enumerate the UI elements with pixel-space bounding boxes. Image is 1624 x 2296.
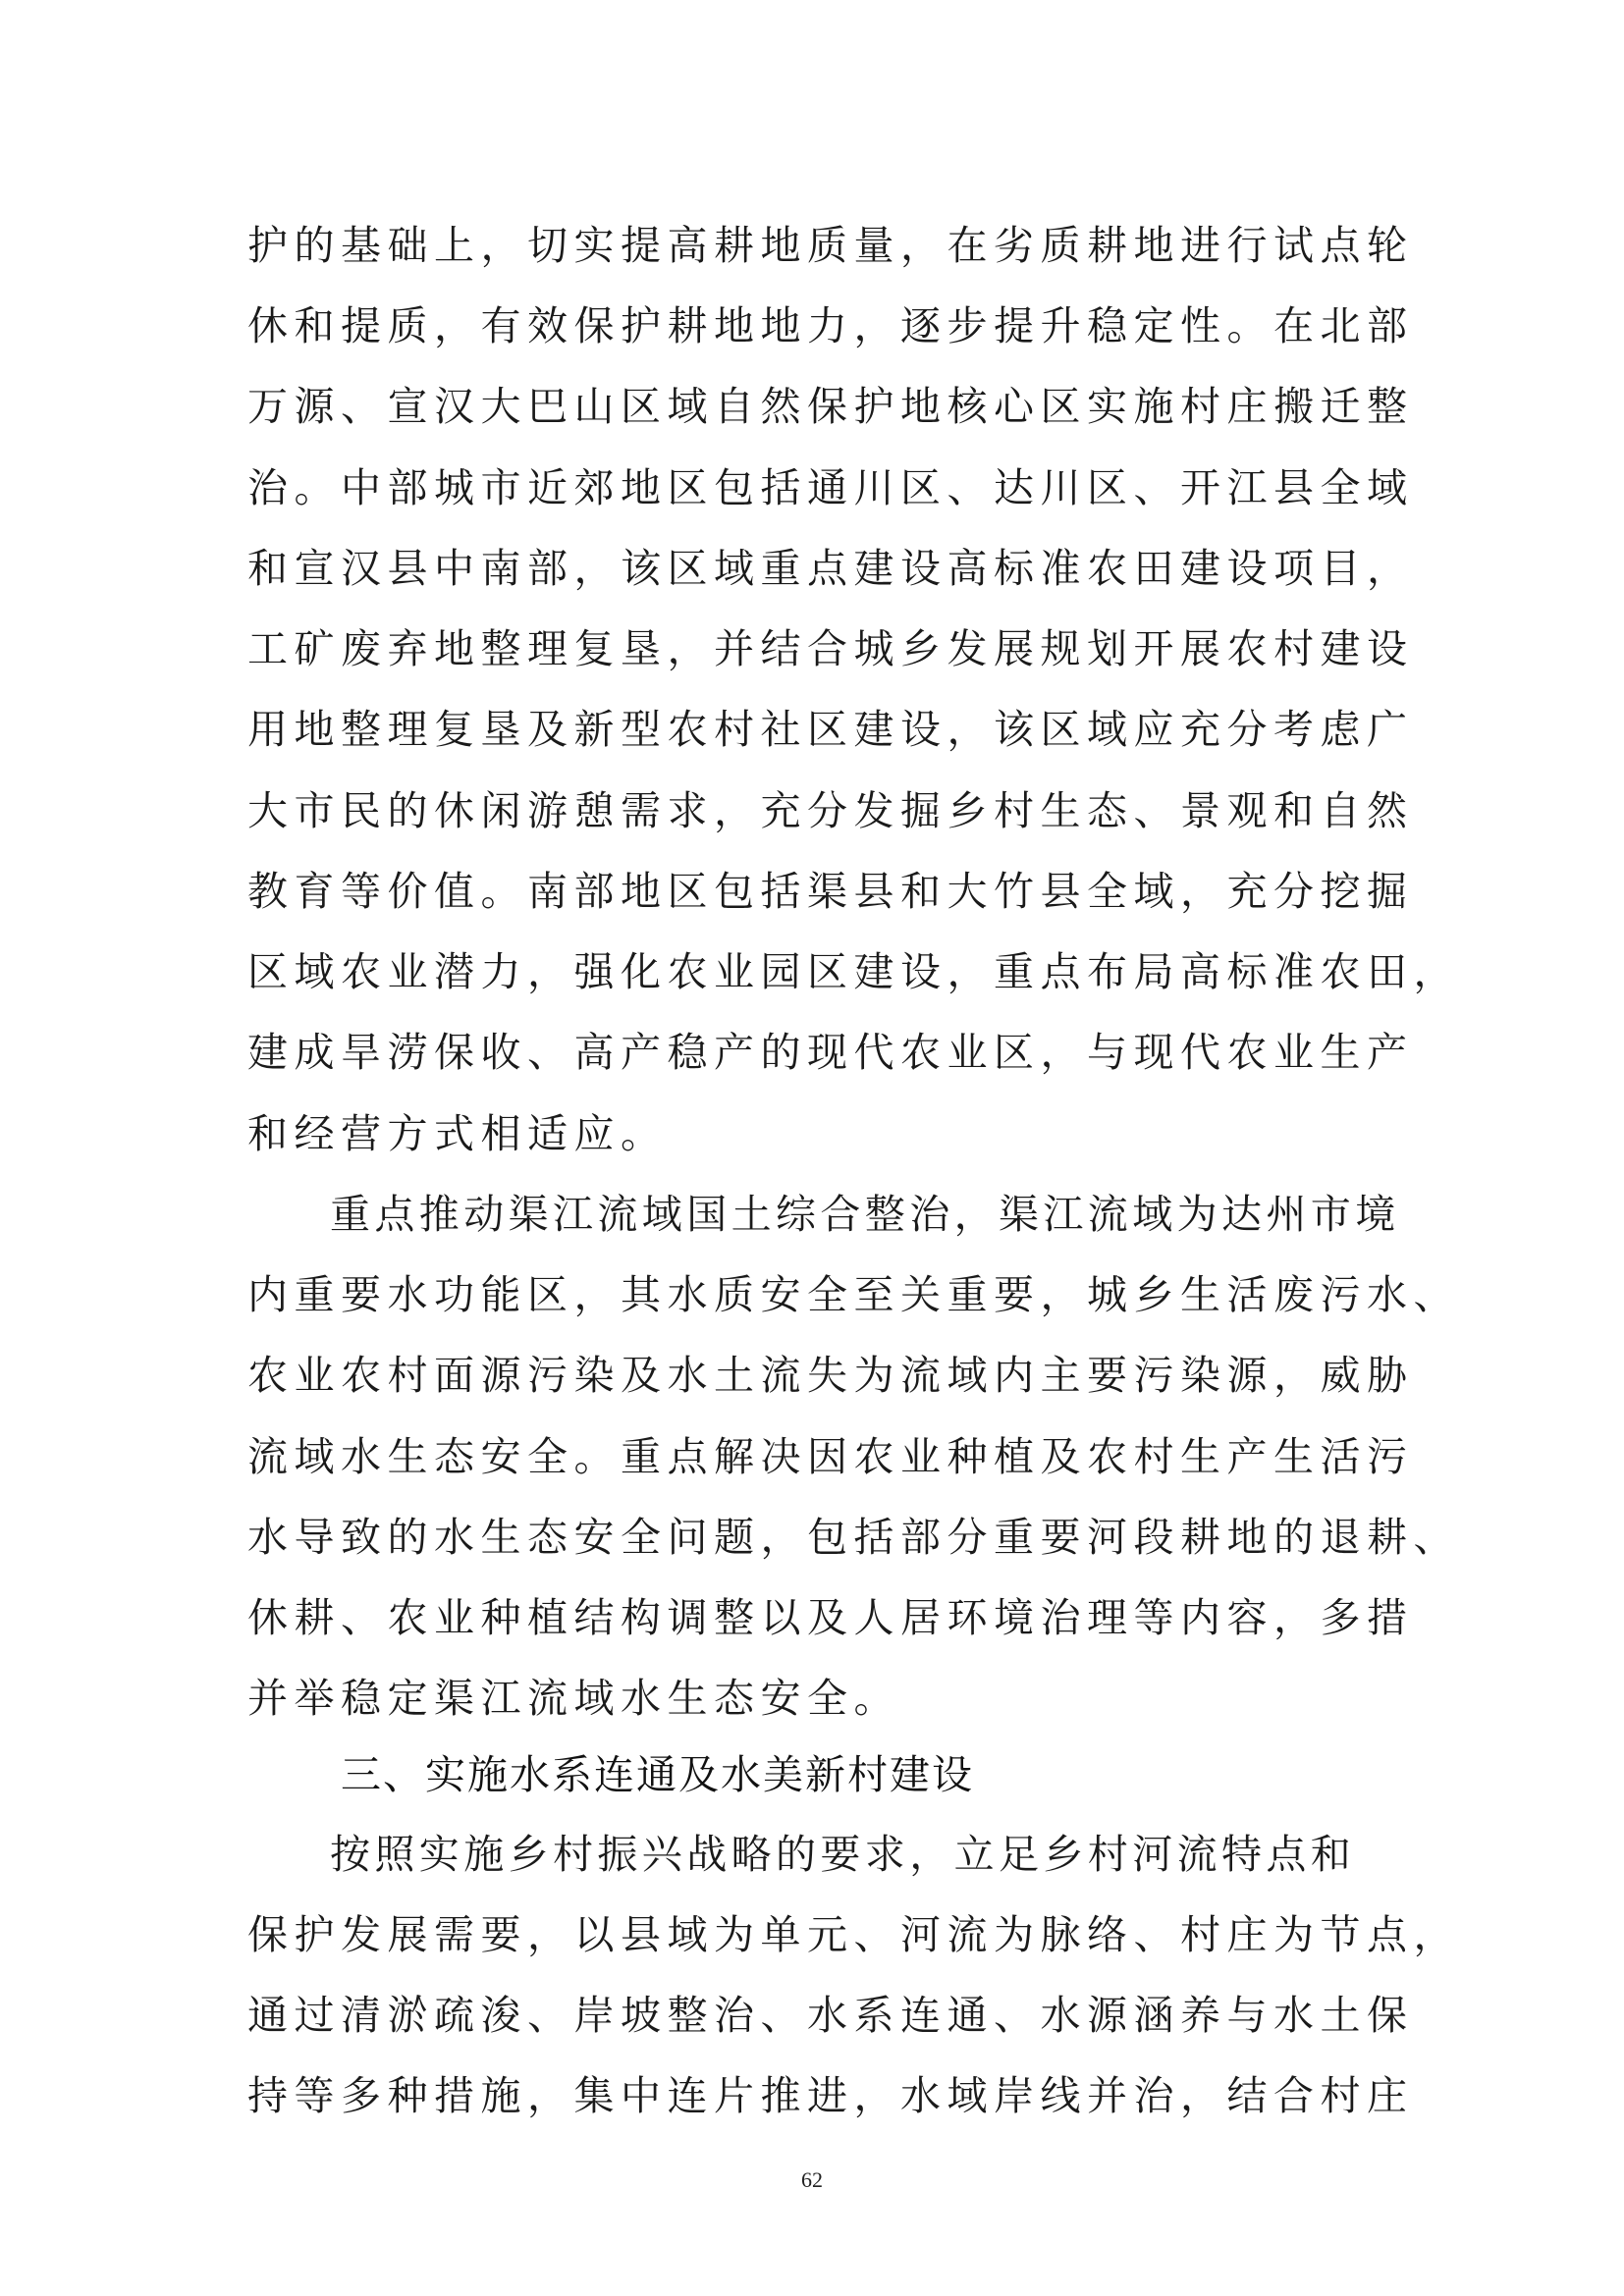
paragraph-line: 用地整理复垦及新型农村社区建设，该区域应充分考虑广 (247, 706, 1414, 753)
paragraph-line: 工矿废弃地整理复垦，并结合城乡发展规划开展农村建设 (247, 625, 1414, 672)
paragraph-line: 护的基础上，切实提高耕地质量，在劣质耕地进行试点轮 (247, 222, 1414, 269)
paragraph-line: 治。中部城市近郊地区包括通川区、达川区、开江县全域 (247, 464, 1414, 511)
paragraph-line: 内重要水功能区，其水质安全至关重要，城乡生活废污水、 (247, 1271, 1460, 1318)
paragraph-line: 和宣汉县中南部，该区域重点建设高标准农田建设项目， (247, 545, 1414, 592)
paragraph-line: 通过清淤疏浚、岸坡整治、水系连通、水源涵养与水土保 (247, 1992, 1414, 2039)
paragraph-line: 区域农业潜力，强化农业园区建设，重点布局高标准农田， (247, 948, 1460, 995)
paragraph-line: 建成旱涝保收、高产稳产的现代农业区，与现代农业生产 (247, 1029, 1414, 1076)
paragraph-line: 按照实施乡村振兴战略的要求，立足乡村河流特点和 (330, 1831, 1356, 1878)
paragraph-line: 大市民的休闲游憩需求，充分发掘乡村生态、景观和自然 (247, 787, 1414, 834)
paragraph-line: 保护发展需要，以县域为单元、河流为脉络、村庄为节点， (247, 1911, 1460, 1958)
paragraph-line: 农业农村面源污染及水土流失为流域内主要污染源，威胁 (247, 1352, 1414, 1399)
paragraph-line: 和经营方式相适应。 (247, 1110, 668, 1157)
paragraph-line: 并举稳定渠江流域水生态安全。 (247, 1675, 900, 1722)
paragraph-line: 教育等价值。南部地区包括渠县和大竹县全域，充分挖掘 (247, 868, 1414, 915)
paragraph-line: 持等多种措施，集中连片推进，水域岸线并治，结合村庄 (247, 2072, 1414, 2119)
section-heading: 三、实施水系连通及水美新村建设 (341, 1751, 974, 1798)
paragraph-line: 水导致的水生态安全问题，包括部分重要河段耕地的退耕、 (247, 1514, 1460, 1561)
paragraph-line: 流域水生态安全。重点解决因农业种植及农村生产生活污 (247, 1433, 1414, 1480)
paragraph-line: 万源、宣汉大巴山区域自然保护地核心区实施村庄搬迁整 (247, 383, 1414, 430)
paragraph-line: 休和提质，有效保护耕地地力，逐步提升稳定性。在北部 (247, 302, 1414, 349)
paragraph-line: 重点推动渠江流域国土综合整治，渠江流域为达州市境 (330, 1191, 1400, 1238)
paragraph-line: 休耕、农业种植结构调整以及人居环境治理等内容，多措 (247, 1594, 1414, 1641)
page-number: 62 (801, 2167, 823, 2192)
